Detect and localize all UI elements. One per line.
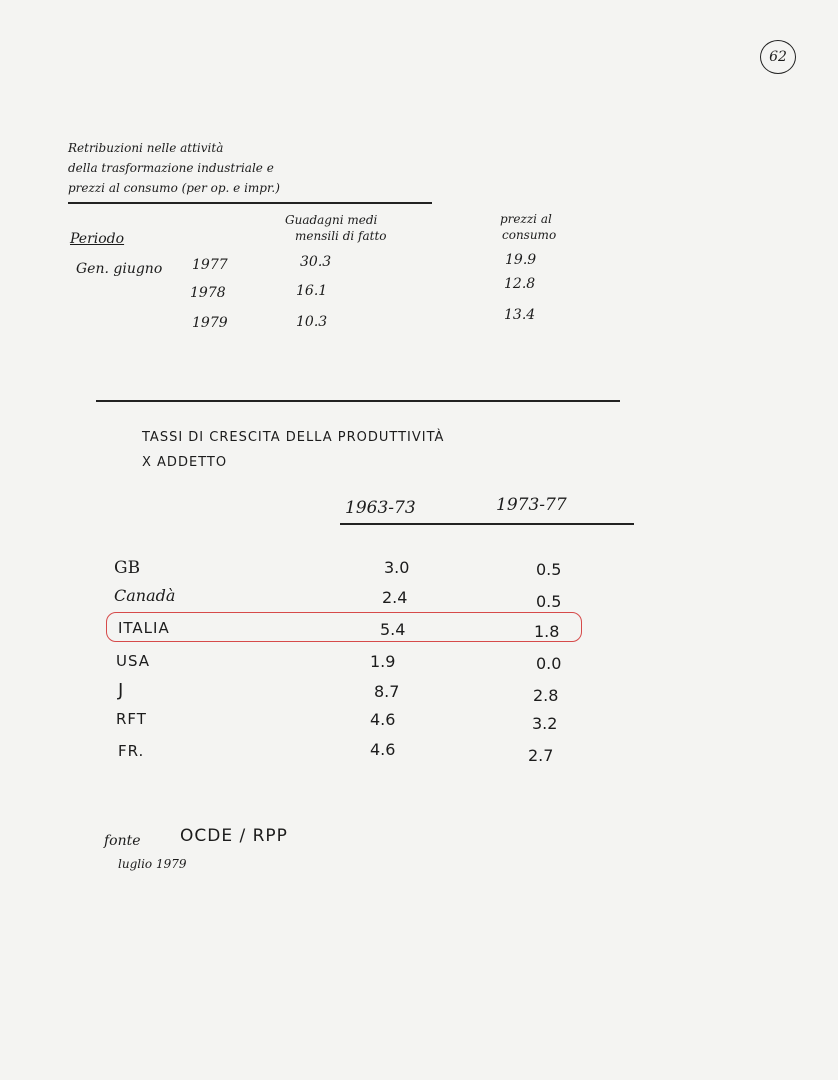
table2-country: Canadà xyxy=(114,586,176,605)
table1-earnings: 30.3 xyxy=(300,254,332,270)
source-date: luglio 1979 xyxy=(118,857,187,871)
table1-prices: 13.4 xyxy=(504,307,536,323)
table2-country: J xyxy=(118,680,125,701)
source-label: fonte xyxy=(104,833,141,849)
table2-value-1973-77: 1.8 xyxy=(534,622,560,641)
table2-header-col2: 1973-77 xyxy=(496,495,567,515)
table1-year: 1977 xyxy=(192,257,228,273)
source-value: OCDE / RPP xyxy=(180,826,288,846)
table2-value-1963-73: 2.4 xyxy=(382,588,408,607)
table1-header-earnings-line1: Guadagni medi xyxy=(285,213,378,227)
table1-year: 1979 xyxy=(192,315,228,331)
table1-period-label: Gen. giugno xyxy=(76,261,163,277)
page-number: 62 xyxy=(769,49,787,65)
table1-title-rule xyxy=(68,202,432,204)
table1-header-period: Periodo xyxy=(70,231,125,247)
table2-country: GB xyxy=(114,558,141,578)
table2-title-line1: TASSI DI CRESCITA DELLA PRODUTTIVITÀ xyxy=(142,430,445,445)
table1-prices: 19.9 xyxy=(505,252,537,268)
table2-value-1963-73: 4.6 xyxy=(370,710,396,729)
table1-title-line3: prezzi al consumo (per op. e impr.) xyxy=(68,181,280,195)
italia-highlight-ellipse xyxy=(106,612,582,642)
table2-value-1973-77: 0.0 xyxy=(536,654,562,673)
table1-earnings: 10.3 xyxy=(296,314,328,330)
table2-country: FR. xyxy=(118,742,145,760)
table1-header-prices-line1: prezzi al xyxy=(500,212,552,226)
table1-earnings: 16.1 xyxy=(296,283,328,299)
table2-value-1973-77: 0.5 xyxy=(536,592,562,611)
table1-title-line1: Retribuzioni nelle attività xyxy=(68,141,224,155)
table2-value-1963-73: 1.9 xyxy=(370,652,396,671)
table1-prices: 12.8 xyxy=(504,276,536,292)
table2-title-line2: X ADDETTO xyxy=(142,455,228,470)
table2-value-1973-77: 0.5 xyxy=(536,560,562,579)
table2-country: ITALIA xyxy=(118,619,170,637)
page-number-badge xyxy=(760,40,796,74)
table2-value-1973-77: 2.7 xyxy=(528,746,554,765)
table1-year: 1978 xyxy=(190,285,226,301)
table2-value-1973-77: 3.2 xyxy=(532,714,558,733)
table2-value-1963-73: 4.6 xyxy=(370,740,396,759)
section-divider xyxy=(96,400,620,402)
table1-header-earnings-line2: mensili di fatto xyxy=(295,229,387,243)
table1-header-prices-line2: consumo xyxy=(502,228,557,242)
table2-value-1973-77: 2.8 xyxy=(533,686,559,705)
table1-title-line2: della trasformazione industriale e xyxy=(68,161,274,175)
table2-value-1963-73: 3.0 xyxy=(384,558,410,577)
table2-header-rule xyxy=(340,523,634,525)
table2-value-1963-73: 5.4 xyxy=(380,620,406,639)
table2-header-col1: 1963-73 xyxy=(345,498,416,518)
table2-value-1963-73: 8.7 xyxy=(374,682,400,701)
table2-country: RFT xyxy=(116,710,147,728)
table2-country: USA xyxy=(116,652,151,670)
